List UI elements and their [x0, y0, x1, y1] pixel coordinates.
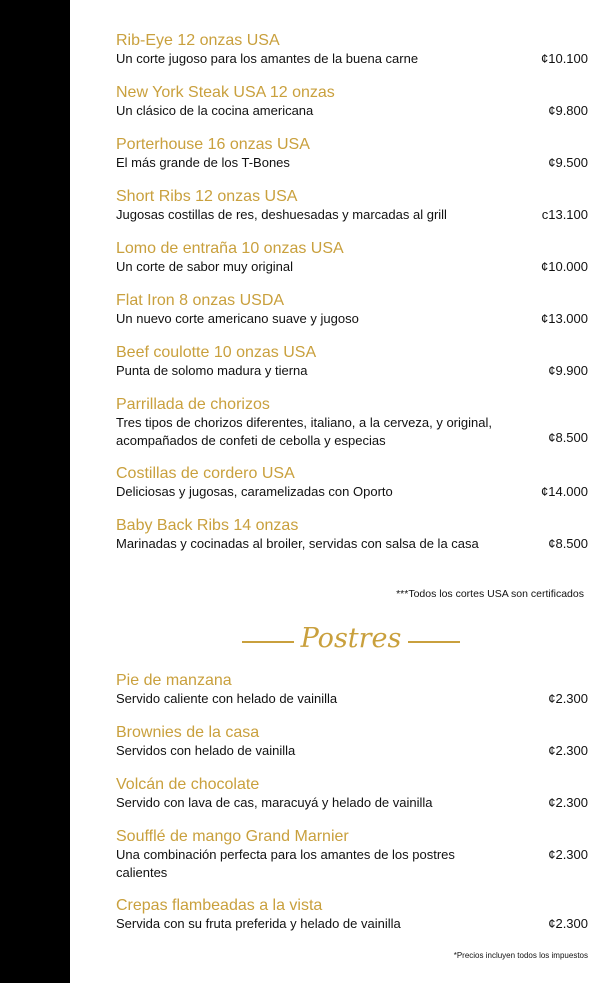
item-title: Parrillada de chorizos [116, 396, 270, 413]
item-title: Baby Back Ribs 14 onzas [116, 517, 299, 534]
menu-item [116, 292, 592, 328]
item-price: ¢9.500 [548, 155, 588, 170]
item-description: Servida con su fruta preferida y helado de vainilla [116, 916, 401, 931]
menu-item [116, 396, 592, 450]
item-title: Brownies de la casa [116, 724, 260, 741]
menu-item [116, 32, 592, 68]
left-black-band [0, 0, 70, 983]
item-description: Punta de solomo madura y tierna [116, 363, 308, 378]
item-description: Marinadas y cocinadas al broiler, servidas con salsa de la casa [116, 536, 479, 551]
item-price: c13.100 [541, 207, 588, 222]
item-price: ¢2.300 [548, 795, 588, 810]
item-description: Un clásico de la cocina americana [116, 103, 314, 118]
item-description: Servidos con helado de vainilla [116, 743, 296, 758]
item-price: ¢13.000 [541, 311, 588, 326]
dessert-item [116, 724, 592, 760]
item-title: New York Steak USA 12 onzas [116, 84, 335, 101]
item-description: Una combinación perfecta para los amantes de los postres calientes [116, 847, 455, 880]
item-title: Crepas flambeadas a la vista [116, 897, 323, 914]
dessert-item [116, 776, 592, 812]
heading-rule-left [242, 641, 294, 643]
menu-item [116, 344, 592, 380]
item-title: Volcán de chocolate [116, 776, 260, 793]
dessert-item [116, 828, 592, 882]
item-price: ¢2.300 [548, 691, 588, 706]
item-title: Lomo de entraña 10 onzas USA [116, 240, 344, 257]
menu-item [116, 240, 592, 276]
item-title: Pie de manzana [116, 672, 232, 689]
item-description: Jugosas costillas de res, deshuesadas y marcadas al grill [116, 207, 447, 222]
item-price: ¢2.300 [548, 847, 588, 862]
menu-item [116, 188, 592, 224]
item-description: El más grande de los T-Bones [116, 155, 290, 170]
item-price: ¢10.000 [541, 259, 588, 274]
menu-item [116, 465, 592, 501]
item-price: ¢8.500 [548, 430, 588, 445]
dessert-item [116, 672, 592, 708]
menu-item [116, 84, 592, 120]
item-description: Servido con lava de cas, maracuyá y helado de vainilla [116, 795, 433, 810]
item-title: Costillas de cordero USA [116, 465, 295, 482]
item-price: ¢2.300 [548, 743, 588, 758]
item-price: ¢9.800 [548, 103, 588, 118]
item-description: Servido caliente con helado de vainilla [116, 691, 338, 706]
dessert-item [116, 897, 592, 933]
heading-rule-right [408, 641, 460, 643]
item-description: Tres tipos de chorizos diferentes, italiano, a la cerveza, y original, acompañados de confeti de cebolla y especias [116, 415, 492, 448]
item-description: Deliciosas y jugosas, caramelizadas con Oporto [116, 484, 393, 499]
cuts-certified-note: ***Todos los cortes USA son certificados [396, 588, 584, 600]
item-price: ¢2.300 [548, 916, 588, 931]
menu-item [116, 136, 592, 172]
item-price: ¢8.500 [548, 536, 588, 551]
taxes-note: *Precios incluyen todos los impuestos [453, 951, 588, 960]
item-description: Un corte jugoso para los amantes de la buena carne [116, 51, 419, 66]
item-title: Porterhouse 16 onzas USA [116, 136, 310, 153]
item-title: Flat Iron 8 onzas USDA [116, 292, 285, 309]
menu-item [116, 517, 592, 553]
item-price: ¢9.900 [548, 363, 588, 378]
item-title: Soufflé de mango Grand Marnier [116, 828, 349, 845]
menu-page [116, 0, 592, 983]
item-description: Un nuevo corte americano suave y jugoso [116, 311, 359, 326]
desserts-heading [240, 620, 462, 660]
item-price: ¢14.000 [541, 484, 588, 499]
item-title: Beef coulotte 10 onzas USA [116, 344, 317, 361]
desserts-heading-text: Postres [300, 623, 402, 654]
item-description: Un corte de sabor muy original [116, 259, 294, 274]
item-price: ¢10.100 [541, 51, 588, 66]
item-title: Rib-Eye 12 onzas USA [116, 32, 280, 49]
item-title: Short Ribs 12 onzas USA [116, 188, 298, 205]
